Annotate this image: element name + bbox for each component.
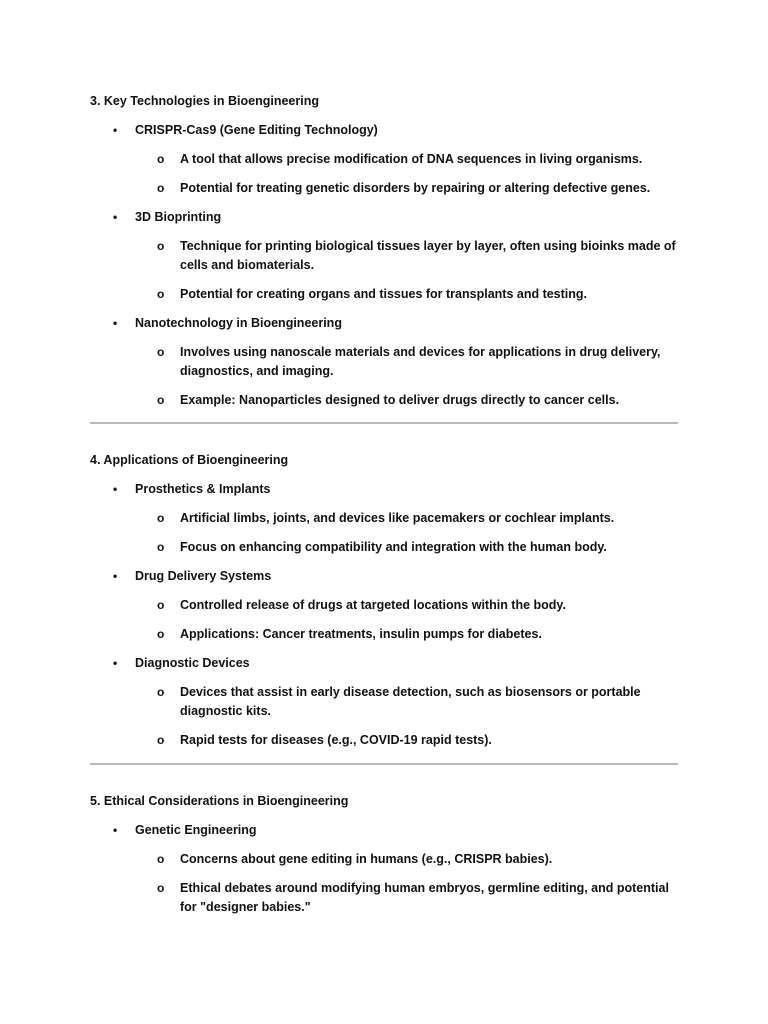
- list-item: [90, 654, 678, 750]
- sub-list-item: [90, 625, 678, 644]
- bullet-list: [90, 821, 678, 917]
- sub-bullet-glyph: o: [157, 852, 165, 866]
- section-divider: [90, 763, 678, 765]
- section-applications: [90, 451, 678, 750]
- sub-bullet-glyph: o: [157, 181, 165, 195]
- sub-list-item: [90, 179, 678, 198]
- section-ethical-considerations: [90, 792, 678, 917]
- sub-list-item: [90, 391, 678, 410]
- section-key-technologies: [90, 92, 678, 410]
- sub-item-text: Example: Nanoparticles designed to deliver drugs directly to cancer cells.: [180, 393, 620, 407]
- sub-list-item: [90, 683, 678, 721]
- sub-item-text: Rapid tests for diseases (e.g., COVID-19 rapid tests).: [180, 733, 492, 747]
- list-item: [90, 314, 678, 410]
- sub-bullet-glyph: o: [157, 540, 165, 554]
- list-item-label: Drug Delivery Systems: [135, 569, 272, 583]
- list-item: [90, 821, 678, 917]
- sub-bullet-glyph: o: [157, 152, 165, 166]
- sub-bullet-glyph: o: [157, 733, 165, 747]
- sub-item-text: Potential for treating genetic disorders by repairing or altering defective genes.: [180, 181, 651, 195]
- sub-list: [90, 596, 678, 644]
- list-item-label: Genetic Engineering: [135, 823, 257, 837]
- sub-list-item: [90, 150, 678, 169]
- sub-item-text: Potential for creating organs and tissues for transplants and testing.: [180, 287, 588, 301]
- bullet-glyph: •: [113, 210, 118, 224]
- sub-list-item: [90, 731, 678, 750]
- sub-list-item: [90, 237, 678, 275]
- sub-bullet-glyph: o: [157, 685, 165, 699]
- list-item: [90, 121, 678, 198]
- section-title: 5. Ethical Considerations in Bioengineering: [90, 794, 349, 808]
- list-item: [90, 567, 678, 644]
- list-item-label: 3D Bioprinting: [135, 210, 222, 224]
- sub-list-item: [90, 596, 678, 615]
- sub-bullet-glyph: o: [157, 393, 165, 407]
- bullet-glyph: •: [113, 656, 118, 670]
- list-item-label: Prosthetics & Implants: [135, 482, 271, 496]
- bullet-glyph: •: [113, 482, 118, 496]
- list-item-label: Diagnostic Devices: [135, 656, 250, 670]
- sub-bullet-glyph: o: [157, 345, 165, 359]
- sub-list: [90, 850, 678, 917]
- sub-item-text: Artificial limbs, joints, and devices like pacemakers or cochlear implants.: [180, 511, 615, 525]
- sub-list: [90, 150, 678, 198]
- sub-list-item: [90, 879, 678, 917]
- sub-list: [90, 683, 678, 750]
- sub-item-text: Controlled release of drugs at targeted locations within the body.: [180, 598, 566, 612]
- sub-bullet-glyph: o: [157, 239, 165, 253]
- sub-list: [90, 343, 678, 410]
- sub-list-item: [90, 538, 678, 557]
- sub-item-text: Applications: Cancer treatments, insulin pumps for diabetes.: [180, 627, 542, 641]
- sub-item-text: Devices that assist in early disease detection, such as biosensors or portable diagnostic kits.: [180, 685, 641, 718]
- sub-bullet-glyph: o: [157, 881, 165, 895]
- sub-bullet-glyph: o: [157, 287, 165, 301]
- list-item: [90, 480, 678, 557]
- sub-list-item: [90, 509, 678, 528]
- sub-list: [90, 509, 678, 557]
- sub-list-item: [90, 850, 678, 869]
- bullet-glyph: •: [113, 123, 118, 137]
- section-divider: [90, 422, 678, 424]
- sub-item-text: A tool that allows precise modification of DNA sequences in living organisms.: [180, 152, 643, 166]
- bullet-glyph: •: [113, 569, 118, 583]
- section-title: 4. Applications of Bioengineering: [90, 453, 289, 467]
- sub-item-text: Ethical debates around modifying human embryos, germline editing, and potential for "designer babies.": [180, 881, 669, 914]
- section-title: 3. Key Technologies in Bioengineering: [90, 94, 319, 108]
- bullet-list: [90, 121, 678, 410]
- sub-item-text: Concerns about gene editing in humans (e.g., CRISPR babies).: [180, 852, 553, 866]
- sub-item-text: Technique for printing biological tissues layer by layer, often using bioinks made of cells and biomaterials.: [180, 239, 676, 272]
- sub-bullet-glyph: o: [157, 511, 165, 525]
- sub-list-item: [90, 285, 678, 304]
- list-item-label: CRISPR-Cas9 (Gene Editing Technology): [135, 123, 378, 137]
- sub-bullet-glyph: o: [157, 627, 165, 641]
- list-item: [90, 208, 678, 304]
- list-item-label: Nanotechnology in Bioengineering: [135, 316, 342, 330]
- sub-item-text: Involves using nanoscale materials and devices for applications in drug delivery, diagnostics, and imaging.: [180, 345, 661, 378]
- bullet-glyph: •: [113, 316, 118, 330]
- sub-list-item: [90, 343, 678, 381]
- sub-bullet-glyph: o: [157, 598, 165, 612]
- bullet-glyph: •: [113, 823, 118, 837]
- bullet-list: [90, 480, 678, 750]
- sub-item-text: Focus on enhancing compatibility and integration with the human body.: [180, 540, 607, 554]
- sub-list: [90, 237, 678, 304]
